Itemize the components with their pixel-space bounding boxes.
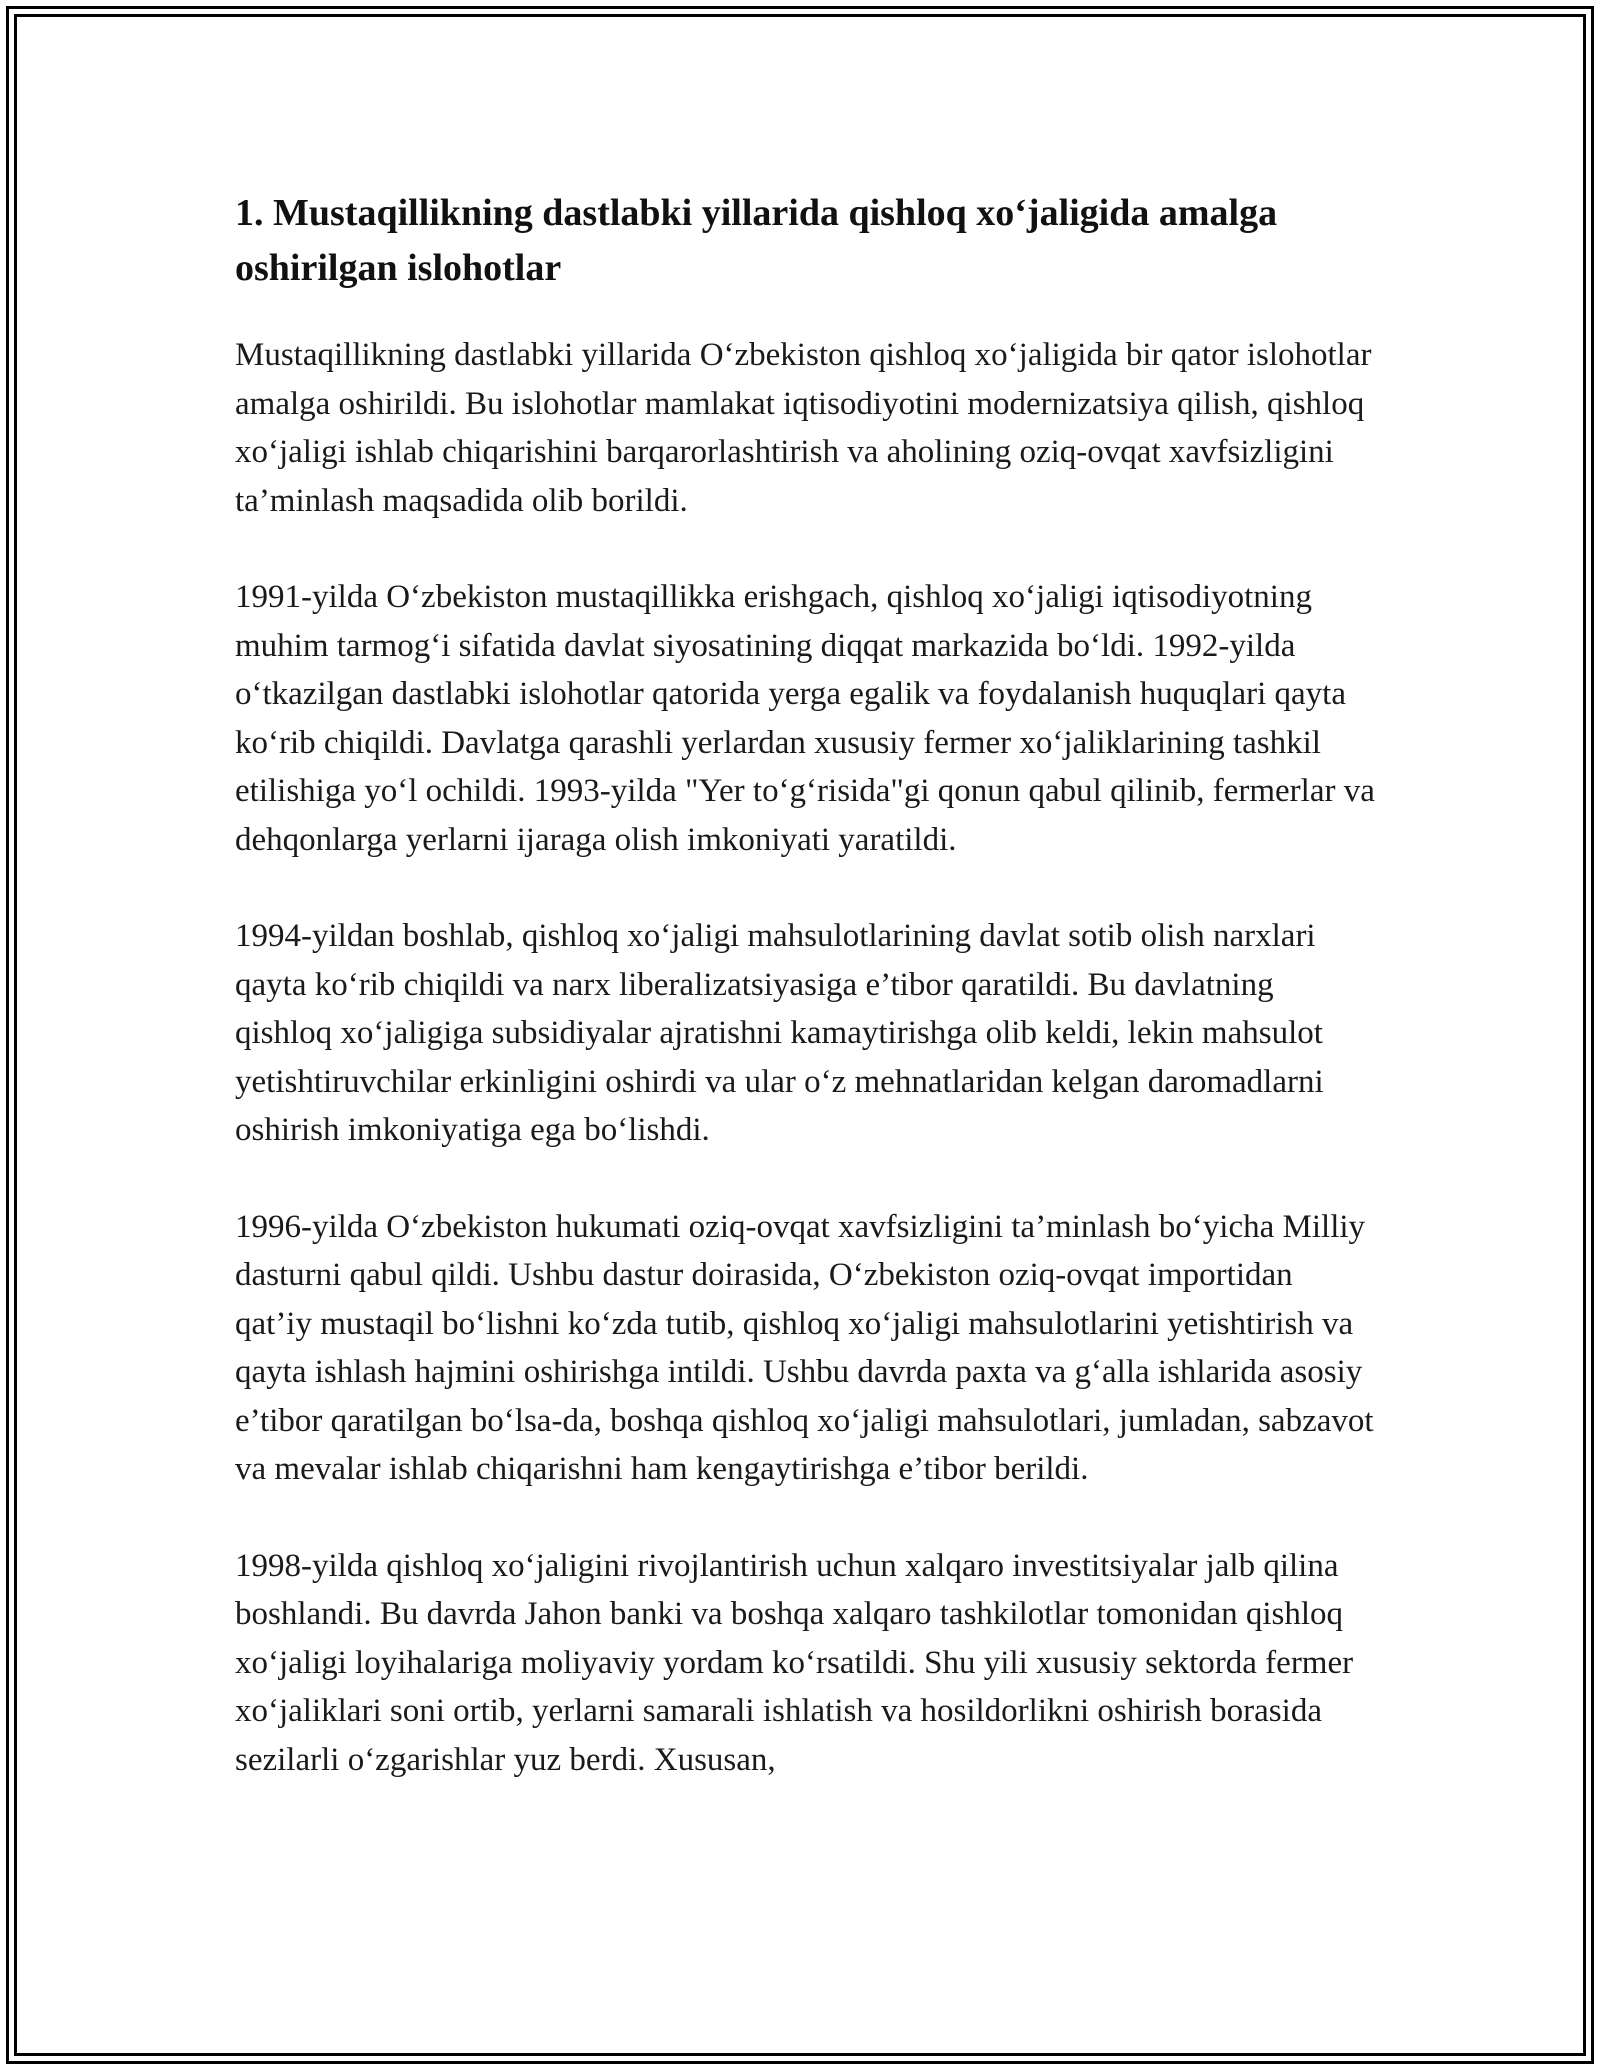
document-body	[235, 186, 1375, 1832]
paragraph-2: 1991-yilda O‘zbekiston mustaqillikka erishgach, qishloq xo‘jaligi iqtisodiyotning muhim tarmog‘i sifatida davlat siyosatining diqqat markazida bo‘ldi. 1992-yilda o‘tkazilgan dastlabki islohotlar qatorida yerga egalik va foydalanish huquqlari qayta ko‘rib chiqildi. Davlatga qarashli yerlardan xususiy fermer xo‘jaliklarining tashkil etilishiga yo‘l ochildi. 1993-yilda "Yer to‘g‘risida"gi qonun qabul qilinib, fermerlar va dehqonlarga yerlarni ijaraga olish imkoniyati yaratildi.	[235, 579, 1375, 858]
paragraph-5: 1998-yilda qishloq xo‘jaligini rivojlantirish uchun xalqaro investitsiyalar jalb qilina boshlandi. Bu davrda Jahon banki va boshqa xalqaro tashkilotlar tomonidan qishloq xo‘jaligi loyihalariga moliyaviy yordam ko‘rsatildi. Shu yili xususiy sektorda fermer xo‘jaliklari soni ortib, yerlarni samarali ishlatish va hosildorlikni oshirish borasida sezilarli o‘zgarishlar yuz berdi. Xususan,	[235, 1547, 1354, 1778]
paragraph-1: Mustaqillikning dastlabki yillarida O‘zbekiston qishloq xo‘jaligida bir qator islohotlar amalga oshirildi. Bu islohotlar mamlakat iqtisodiyotini modernizatsiya qilish, qishloq xo‘jaligi ishlab chiqarishini barqarorlashtirish va aholining oziq-ovqat xavfsizligini ta’minlash maqsadida olib borildi.	[235, 337, 1372, 519]
paragraph-3: 1994-yildan boshlab, qishloq xo‘jaligi mahsulotlarining davlat sotib olish narxlari qayta ko‘rib chiqildi va narx liberalizatsiyasiga e’tibor qaratildi. Bu davlatning qishloq xo‘jaligiga subsidiyalar ajratishni kamaytirishga olib keldi, lekin mahsulot yetishtiruvchilar erkinligini oshirdi va ular o‘z mehnatlaridan kelgan daromadlarni oshirish imkoniyatiga ega bo‘lishdi.	[235, 918, 1324, 1148]
paragraph-4: 1996-yilda O‘zbekiston hukumati oziq-ovqat xavfsizligini ta’minlash bo‘yicha Milliy dasturni qabul qildi. Ushbu dastur doirasida, O‘zbekiston oziq-ovqat importidan qat’iy mustaqil bo‘lishni ko‘zda tutib, qishloq xo‘jaligi mahsulotlarini yetishtirish va qayta ishlash hajmini oshirishga intildi. Ushbu davrda paxta va g‘alla ishlarida asosiy e’tibor qaratilgan bo‘lsa-da, boshqa qishloq xo‘jaligi mahsulotlari, jumladan, sabzavot va mevalar ishlab chiqarishni ham kengaytirishga e’tibor berildi.	[235, 1208, 1374, 1487]
section-title: 1. Mustaqillikning dastlabki yillarida qishloq xo‘jaligida amalga oshirilgan islohotlar	[235, 192, 1278, 289]
